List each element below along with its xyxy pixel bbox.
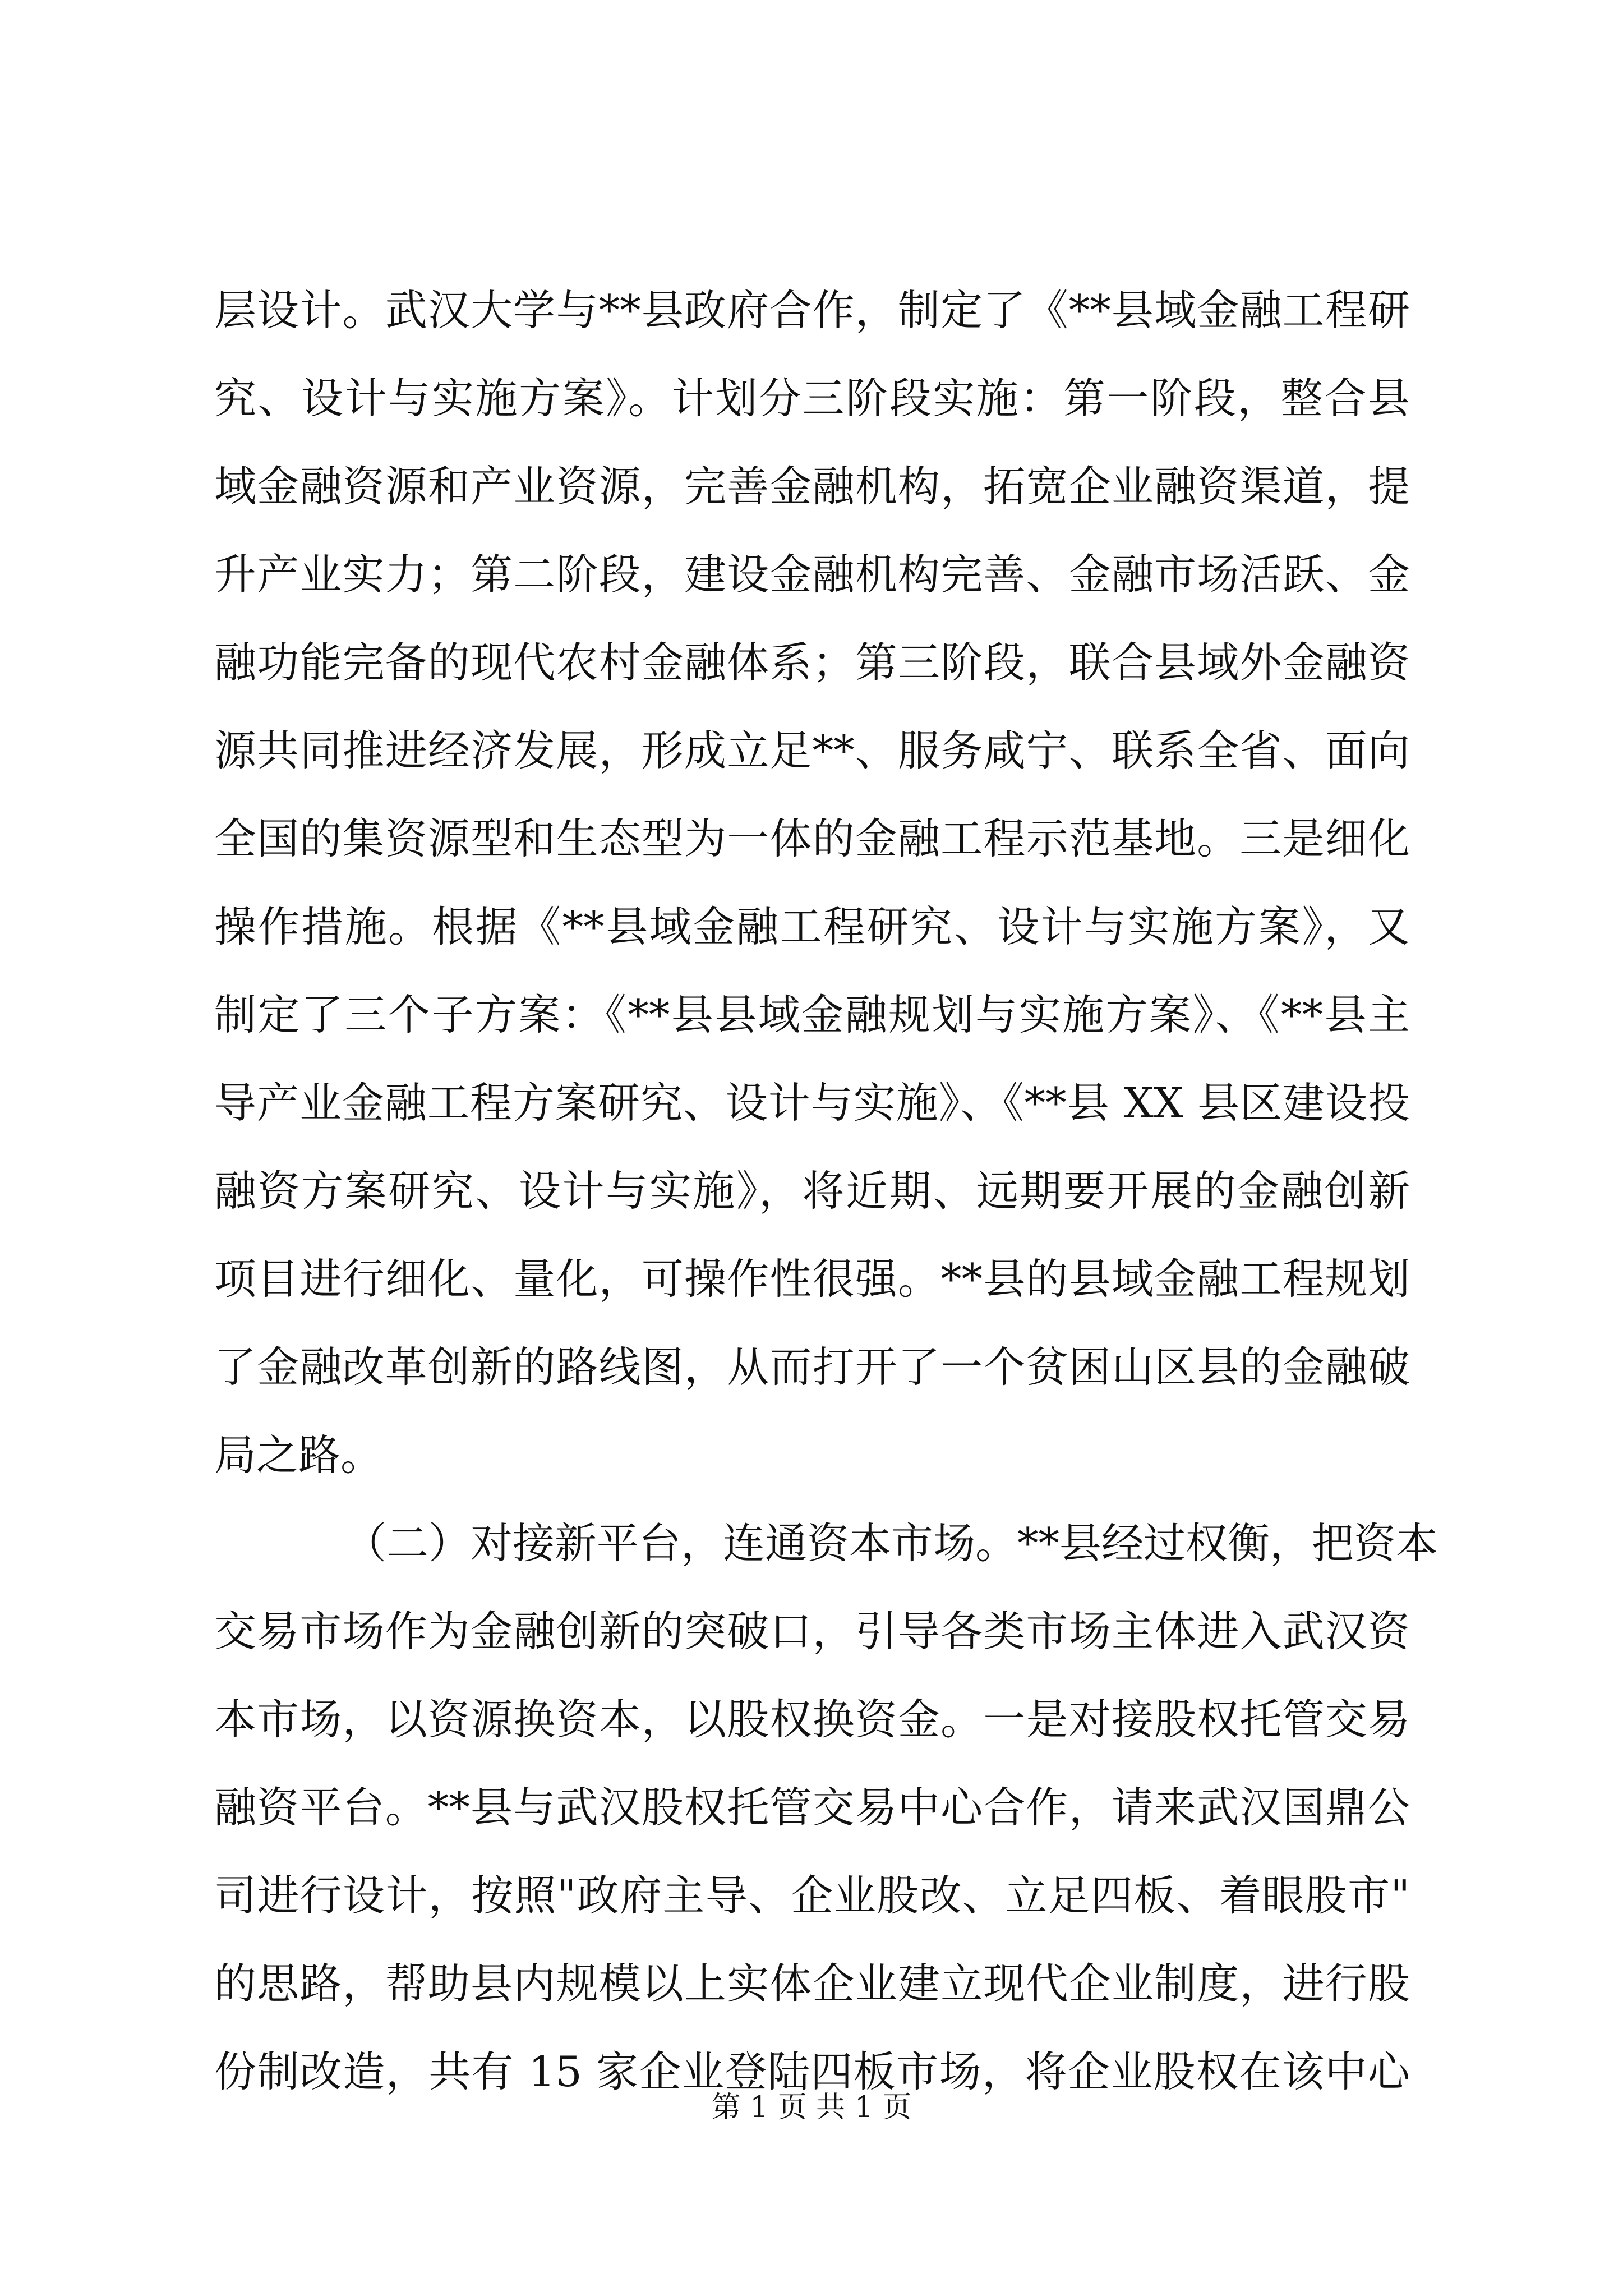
text-line: 融资方案研究、设计与实施》，将近期、远期要开展的金融创新 [214,1166,1410,1216]
text-line: 局之路。 [214,1430,383,1480]
text-line: 域金融资源和产业资源，完善金融机构，拓宽企业融资渠道，提 [214,462,1410,511]
page-footer [0,2088,1623,2127]
text-line: 究、设计与实施方案》。计划分三阶段实施：第一阶段，整合县 [214,374,1410,423]
page-number: 第 1 页 共 1 页 [711,2091,912,2124]
text-line: 项目进行细化、量化，可操作性很强。**县的县域金融工程规划 [214,1254,1410,1304]
text-line: 源共同推进经济发展，形成立足**、服务咸宁、联系全省、面向 [214,726,1410,775]
text-line: 升产业实力；第二阶段，建设金融机构完善、金融市场活跃、金 [214,550,1410,599]
text-line: 了金融改革创新的路线图，从而打开了一个贫困山区县的金融破 [214,1342,1410,1392]
text-line: 份制改造，共有 15 家企业登陆四板市场，将企业股权在该中心 [214,2047,1410,2096]
text-line: 本市场，以资源换资本，以股权换资金。一是对接股权托管交易 [214,1695,1410,1744]
text-line: 的思路，帮助县内规模以上实体企业建立现代企业制度，进行股 [214,1959,1410,2008]
text-line: 制定了三个子方案：《**县县域金融规划与实施方案》、《**县主 [214,990,1410,1039]
text-line: 交易市场作为金融创新的突破口，引导各类市场主体进入武汉资 [214,1607,1410,1656]
text-line: 导产业金融工程方案研究、设计与实施》、《**县 XX 县区建设投 [214,1078,1410,1128]
text-line: 融功能完备的现代农村金融体系；第三阶段，联合县域外金融资 [214,638,1410,687]
text-line: 融资平台。**县与武汉股权托管交易中心合作，请来武汉国鼎公 [214,1783,1410,1832]
text-line: 层设计。武汉大学与**县政府合作，制定了《**县域金融工程研 [214,286,1410,335]
text-line: （二）对接新平台，连通资本市场。**县经过权衡，把资本 [344,1519,1438,1568]
document-body [214,266,1438,2116]
text-line: 操作措施。根据《**县域金融工程研究、设计与实施方案》，又 [214,902,1410,951]
text-line: 全国的集资源型和生态型为一体的金融工程示范基地。三是细化 [214,814,1410,863]
text-line: 司进行设计，按照"政府主导、企业股改、立足四板、着眼股市" [214,1871,1410,1920]
